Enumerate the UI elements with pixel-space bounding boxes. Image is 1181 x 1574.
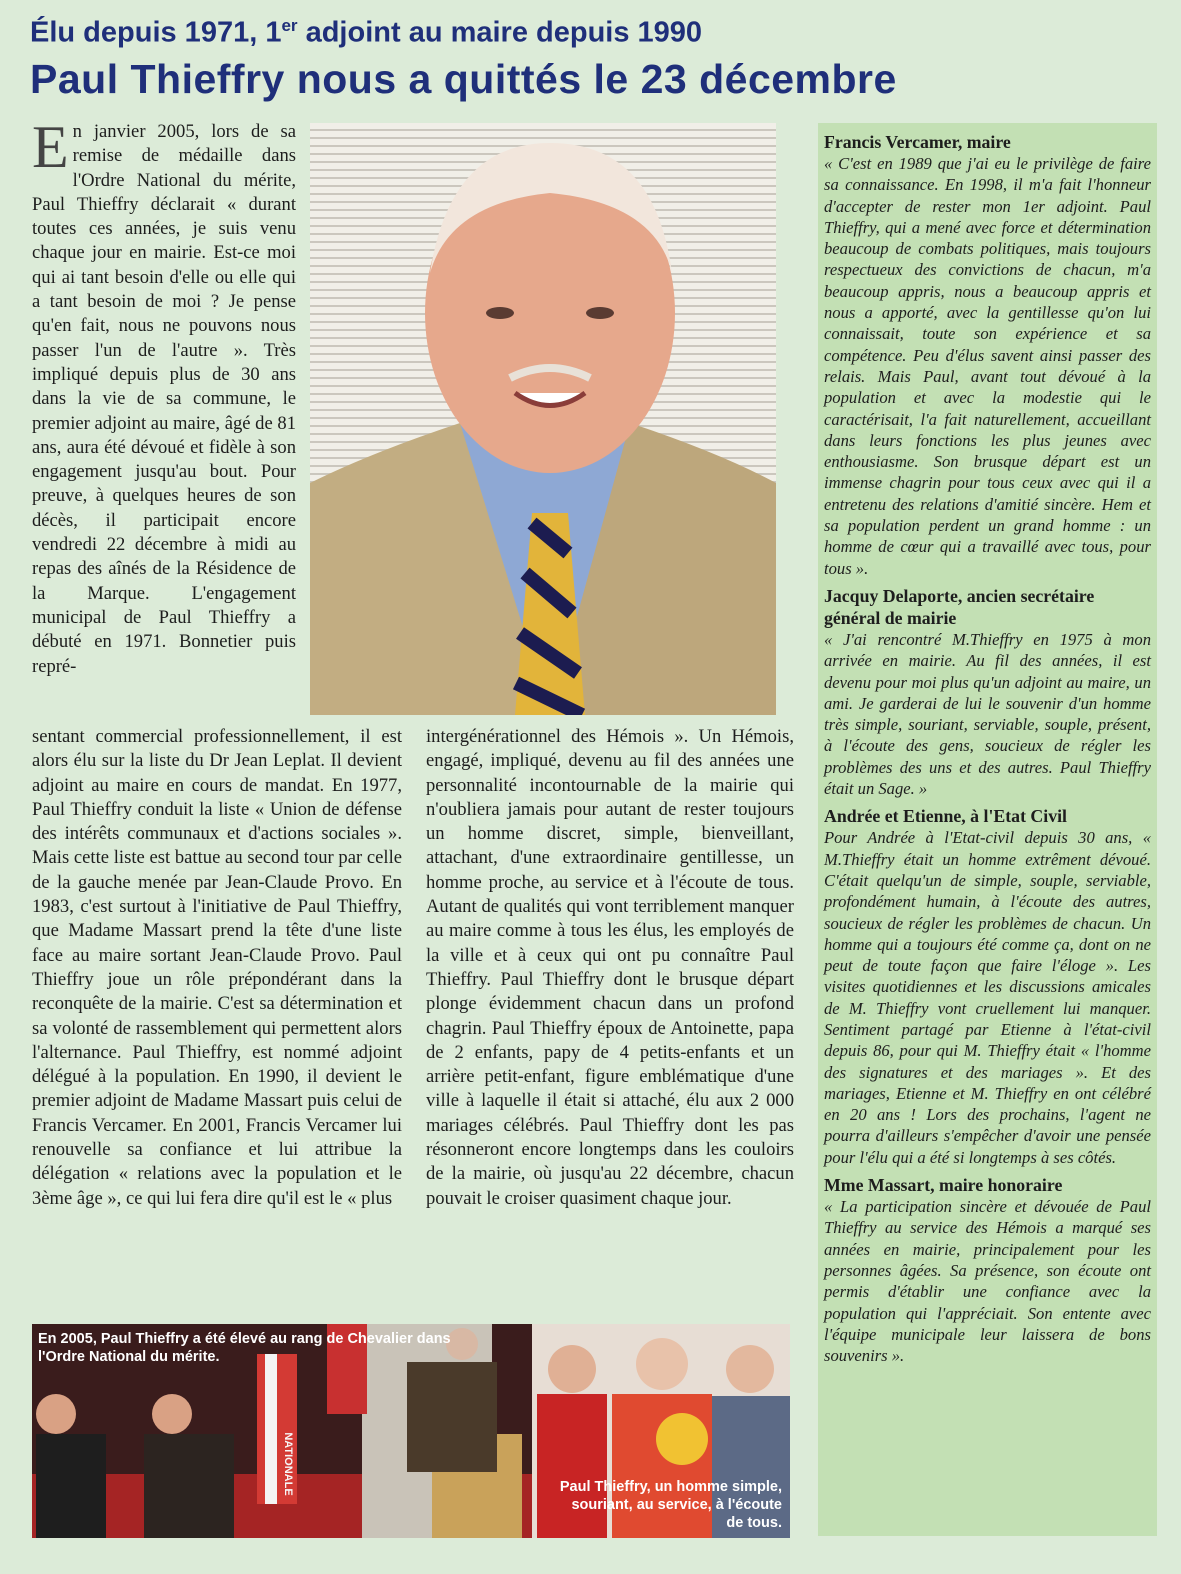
- testimonial: [824, 585, 1151, 799]
- testimonial-author: Jacquy Delaporte, ancien secrétaire général de mairie: [824, 585, 1095, 628]
- testimonial-quote: « J'ai rencontré M.Thieffry en 1975 à mon arrivée en mairie. Au fil des années, il est devenu pour moi plus qu'un adjoint au maire, un ami. Je garderai de lui le souvenir d'un homme très simple, souriant, serviable, souple, présent, à l'écoute des gens, soucieux de régler les problèmes des uns et des autres. Paul Thieffry était un Sage. »: [824, 629, 1151, 799]
- kicker: Élu depuis 1971, 1er adjoint au maire depuis 1990: [30, 16, 703, 49]
- photo-caption-portrait: Paul Thieffry, un homme simple, souriant, au service, à l'écoute de tous.: [559, 1479, 782, 1531]
- testimonial-author: Francis Vercamer, maire: [824, 132, 1011, 152]
- testimonial-quote: Pour Andrée à l'Etat-civil depuis 30 ans, « M.Thieffry était un homme extrêment dévoué. C'était quelqu'un de simple, souple, serviable, profondément humain, à l'écoute des autres, soucieux de régler les problèmes de chacun. Un homme qui a toujours été comme ça, dont on ne peut de toute façon que faire l'éloge ». Les visites quotidiennes et les discussions amicales de M. Thieffry vont cruellement lui manquer. Sentiment partagé par Etienne à l'état-civil depuis 86, pour qui M. Thieffry était « l'homme des signatures et des mariages ». Et des mariages, Etienne et M. Thieffry en ont célébré en 20 ans ! Lors des prochains, l'agent ne pourra d'ailleurs s'empêcher d'avoir une pensée pour l'élu qui a été si longtemps à ses côtés.: [824, 828, 1151, 1167]
- article-text-3: intergénérationnel des Hémois ». Un Hémois, engagé, impliqué, devenu au fil des années une personnalité incontournable de la mairie qui n'oubliera jamais pour autant de rester toujours un homme discret, simple, bienveillant, attachant, d'une extraordinaire gentillesse, un homme proche, au service et à l'écoute de tous. Autant de qualités qui vont terriblement manquer au maire comme à tous les élus, les employés de la ville et à ceux qui ont pu connaître Paul Thieffry. Paul Thieffry dont le brusque départ plonge évidemment chacun dans un profond chagrin. Paul Thieffry époux de Antoinette, papa de 2 enfants, papy de 4 petits-enfants et un arrière petit-enfant, figure emblématique d'une ville à laquelle il était si attaché, élu aux 2 000 mariages célébrés. Paul Thieffry dont les pas résonneront encore longtemps dans les couloirs de la mairie, où jusqu'au 22 décembre, chacun pouvait le croiser quasiment chaque jour.: [426, 726, 794, 1209]
- testimonial: [824, 1174, 1151, 1366]
- drop-cap: E: [32, 114, 69, 180]
- portrait-photo: [310, 123, 776, 715]
- article-text-2: sentant commercial professionnellement, il est alors élu sur la liste du Dr Jean Leplat. Il devient adjoint au maire en cours de mandat. En 1977, Paul Thieffry conduit la liste « Union de défense des intérêts communaux et d'actions sociales ». Mais cette liste est battue au second tour par celle de la gauche menée par Jean-Claude Provo. En 1983, c'est surtout à l'initiative de Paul Thieffry, que Madame Massart prend la tête d'une liste face au maire sortant Jean-Claude Provo. Paul Thieffry joue un rôle prépondérant dans la reconquête de la mairie. C'est sa détermination et sa volonté de rassemblement qui permettent alors l'alternance. Paul Thieffry, est nommé adjoint délégué à la population. En 1990, il devient le premier adjoint de Madame Massart puis celui de Francis Vercamer. En 2001, Francis Vercamer lui renouvelle sa confiance et lui attribue la délégation « relations avec la population et le 3ème âge », ce qui lui fera dire qu'il est le « plus: [32, 726, 402, 1209]
- testimonial: [824, 131, 1151, 579]
- testimonials-sidebar: [818, 123, 1157, 1536]
- testimonial-author: Andrée et Etienne, à l'Etat Civil: [824, 806, 1067, 827]
- testimonial-quote: « La participation sincère et dévouée de Paul Thieffry au service des Hémois a marqué ses années en mairie, principalement pour les personnes âgées. Sa présence, son écoute ont permis d'établir une confiance avec la population qui l'appréciait. Son entente avec l'équipe municipale leur laissera de bons souvenirs ».: [824, 1197, 1151, 1366]
- testimonial-quote: « C'est en 1989 que j'ai eu le privilège de faire sa connaissance. En 1998, il m'a fait l'honneur d'accepter de rester mon 1er adjoint. Paul Thieffry, qui a mené avec force et détermination beaucoup de combats politiques, mais toujours respectueux des convictions de chacun, m'a beaucoup appris, nous a beaucoup appris et nous a apporté, avec la gentillesse qu'on lui connaissait, toute son expérience et sa compétence. Peu d'élus savent ainsi passer des relais. Mais Paul, avant tout dévoué à la population et avec la modestie qui le caractérisait, l'a fait naturellement, accueillant dans leurs fonctions les plus jeunes avec enthousiasme. Son brusque départ est un immense chagrin pour tous ceux avec qui il a entretenu des relations d'amitié sincère. Hem et sa population perdent un grand homme : un homme de cœur qui a travaillé avec tous, pour tous ».: [824, 154, 1151, 578]
- article-column-1-bottom: [32, 725, 402, 1211]
- article-text-1: n janvier 2005, lors de sa remise de médaille dans l'Ordre National du mérite, Paul Thieffry déclarait « durant toutes ces années, je suis venu chaque jour en mairie. Est-ce moi qui ai tant besoin d'elle ou elle qui a tant besoin de moi ? Je pense qu'en fait, nous ne pouvons nous passer l'un de l'autre ». Très impliqué depuis plus de 30 ans dans la vie de sa commune, le premier adjoint au maire, âgé de 81 ans, aura été dévoué et fidèle à son engagement jusqu'au bout. Pour preuve, à quelques heures de son décès, il participait encore vendredi 22 décembre à midi au repas des aînés de la Résidence de la Marque. L'engagement municipal de Paul Thieffry a débuté en 1971. Bonnetier puis repré-: [32, 121, 296, 677]
- banner-text: NATIONALE: [282, 1432, 294, 1496]
- testimonial: [824, 805, 1151, 1168]
- article-column-1-top: [32, 114, 296, 679]
- article-column-2: [426, 725, 794, 1211]
- photo-strip: [32, 1324, 790, 1538]
- photo-caption-ceremony: En 2005, Paul Thieffry a été élevé au rang de Chevalier dans l'Ordre National du mérite.: [38, 1331, 451, 1365]
- page-title: Paul Thieffry nous a quittés le 23 décembre: [30, 56, 897, 102]
- testimonial-author: Mme Massart, maire honoraire: [824, 1175, 1063, 1196]
